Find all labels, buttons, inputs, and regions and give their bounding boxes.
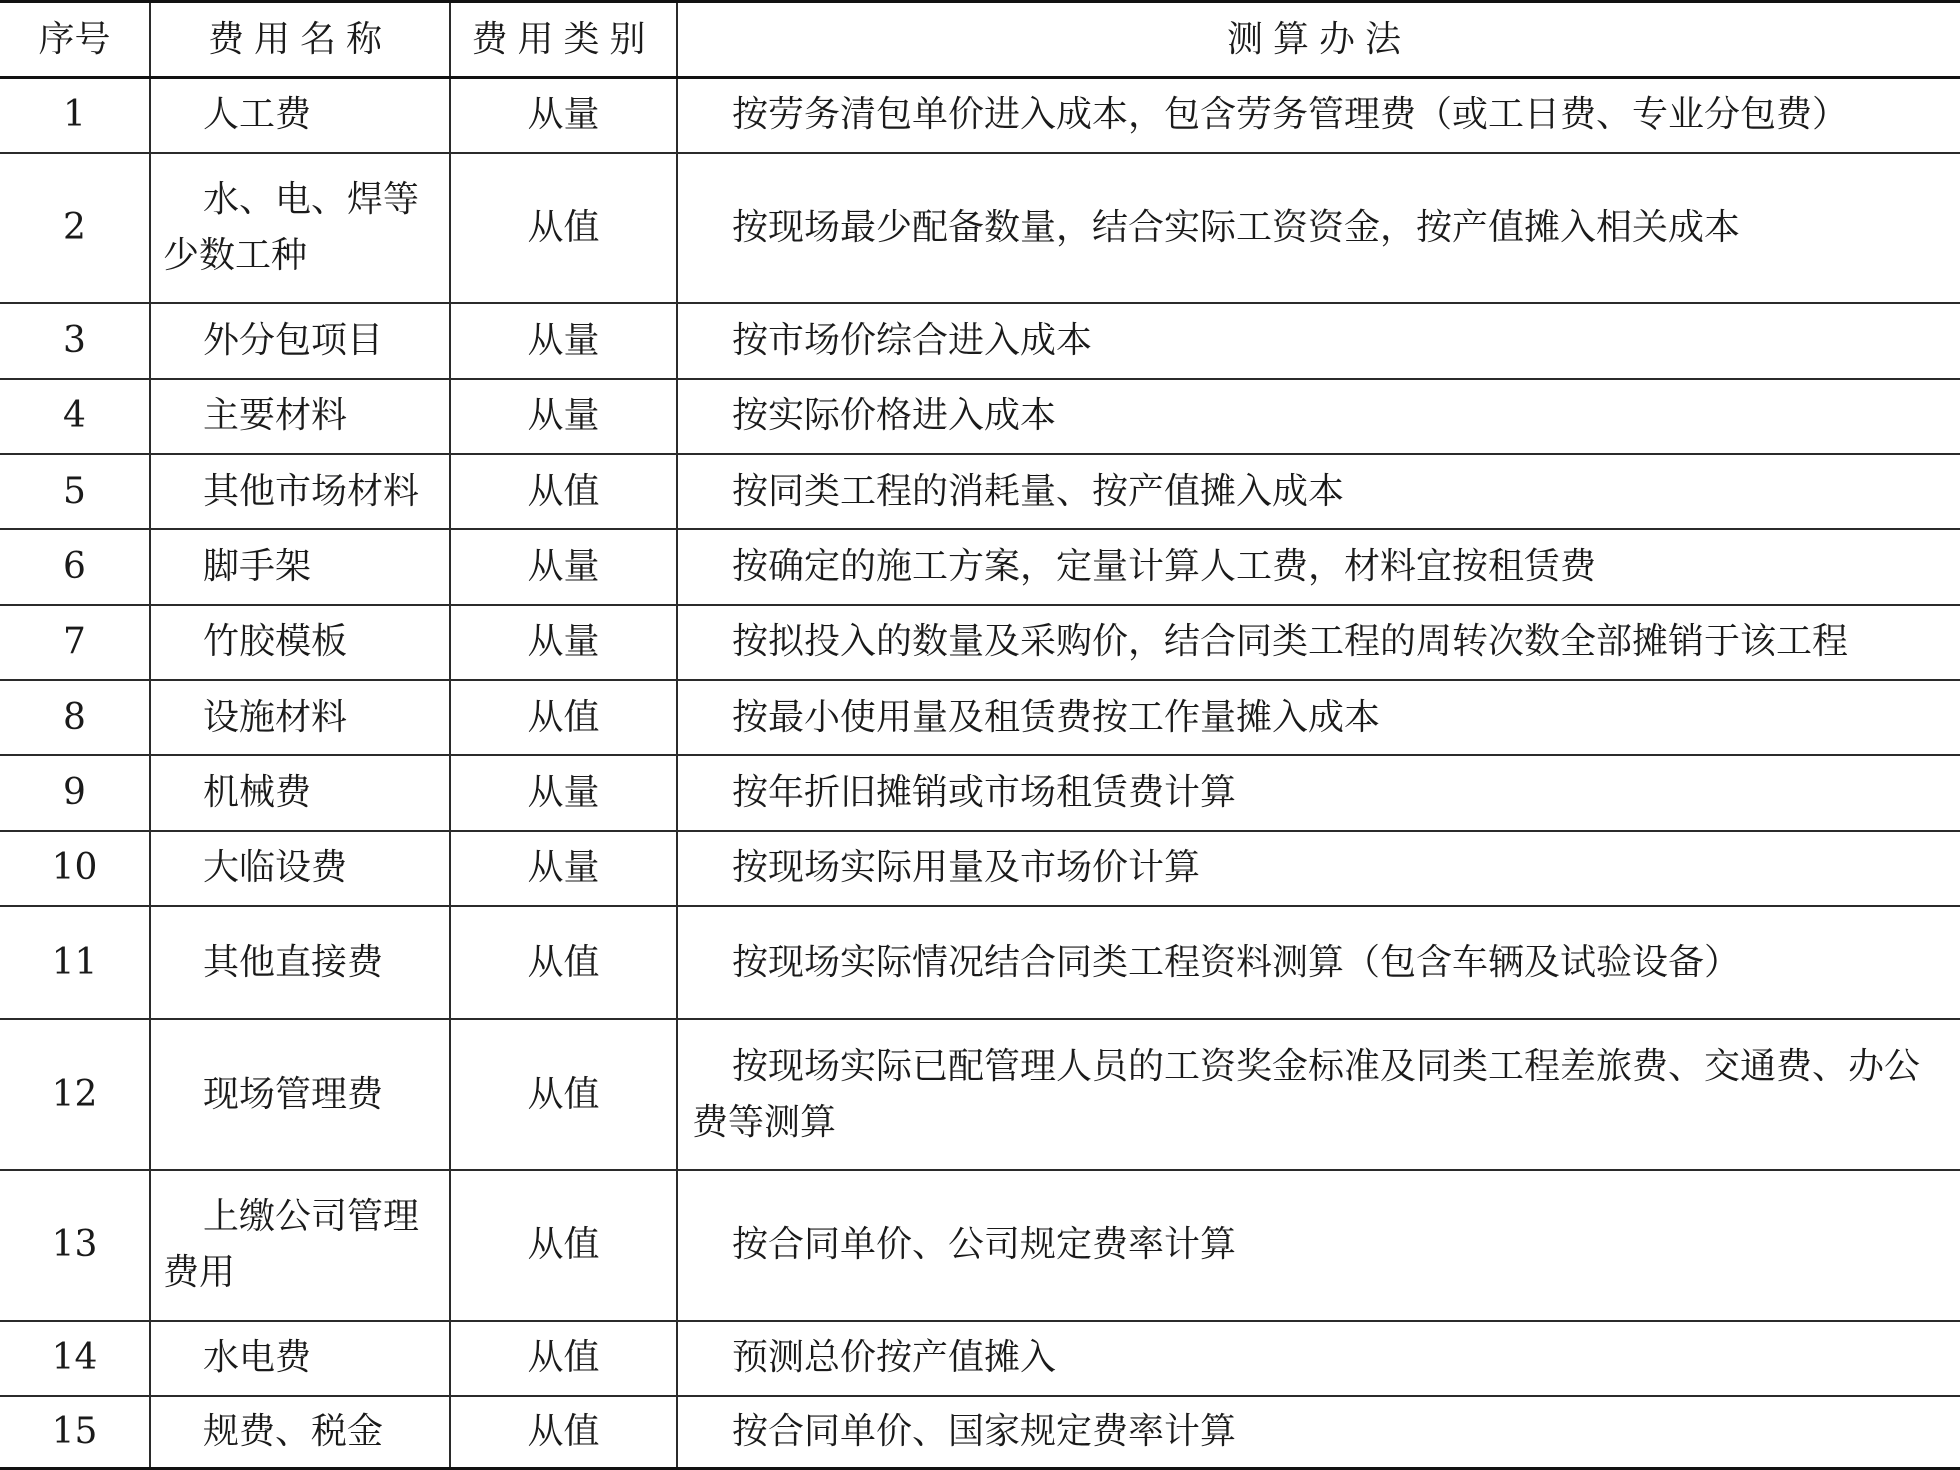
table-row <box>0 1396 1960 1468</box>
row-no: 13 <box>0 1170 150 1321</box>
header-category: 费用类别 <box>450 2 677 78</box>
row-name <box>150 1019 450 1170</box>
row-name-text: 主要材料 <box>203 395 348 437</box>
table-row <box>0 454 1960 529</box>
row-name <box>150 755 450 830</box>
row-no: 4 <box>0 379 150 454</box>
row-category: 从量 <box>450 529 677 604</box>
row-name <box>150 529 450 604</box>
row-method <box>677 78 1960 153</box>
row-method-text: 按市场价综合进入成本 <box>732 320 1093 362</box>
row-method-text: 按现场实际情况结合同类工程资料测算（包含车辆及试验设备） <box>732 941 1741 983</box>
row-name-text: 机械费 <box>203 771 312 813</box>
table-row <box>0 831 1960 906</box>
row-method <box>677 529 1960 604</box>
row-category: 从量 <box>450 379 677 454</box>
row-category: 从量 <box>450 831 677 906</box>
row-no: 3 <box>0 303 150 378</box>
row-method <box>677 379 1960 454</box>
row-method <box>677 1170 1960 1321</box>
table-row <box>0 153 1960 304</box>
table-row <box>0 303 1960 378</box>
row-method <box>677 1019 1960 1170</box>
row-method <box>677 906 1960 1019</box>
row-category: 从值 <box>450 1396 677 1468</box>
row-method-text: 按合同单价、公司规定费率计算 <box>732 1224 1237 1266</box>
row-no: 1 <box>0 78 150 153</box>
table-row <box>0 78 1960 153</box>
table-row <box>0 379 1960 454</box>
table-row <box>0 755 1960 830</box>
row-category: 从值 <box>450 1170 677 1321</box>
row-method <box>677 605 1960 680</box>
row-method-text: 按实际价格进入成本 <box>732 395 1057 437</box>
row-no: 7 <box>0 605 150 680</box>
table-row <box>0 906 1960 1019</box>
header-method: 测算办法 <box>677 2 1960 78</box>
row-method-text: 按合同单价、国家规定费率计算 <box>732 1411 1237 1453</box>
row-method <box>677 680 1960 755</box>
row-name-text: 外分包项目 <box>203 320 384 362</box>
row-method-text: 按劳务清包单价进入成本，包含劳务管理费（或工日费、专业分包费） <box>732 94 1849 136</box>
row-method <box>677 1321 1960 1396</box>
row-method-text: 按年折旧摊销或市场租赁费计算 <box>732 771 1237 813</box>
row-category: 从值 <box>450 454 677 529</box>
row-name <box>150 1396 450 1468</box>
table-row <box>0 1019 1960 1170</box>
row-method-text: 按确定的施工方案，定量计算人工费，材料宜按租赁费 <box>732 546 1597 588</box>
row-name-text: 设施材料 <box>203 696 348 738</box>
row-no: 8 <box>0 680 150 755</box>
row-name-text: 上缴公司管理费用 <box>163 1196 420 1294</box>
header-no: 序号 <box>0 2 150 78</box>
row-name <box>150 605 450 680</box>
row-no: 14 <box>0 1321 150 1396</box>
row-name-text: 水电费 <box>203 1337 312 1379</box>
table-row <box>0 1170 1960 1321</box>
header-name: 费用名称 <box>150 2 450 78</box>
row-name-text: 现场管理费 <box>203 1073 384 1115</box>
row-no: 11 <box>0 906 150 1019</box>
row-method-text: 预测总价按产值摊入 <box>732 1337 1057 1379</box>
row-name <box>150 906 450 1019</box>
row-name <box>150 454 450 529</box>
row-no: 15 <box>0 1396 150 1468</box>
row-category: 从量 <box>450 605 677 680</box>
row-category: 从值 <box>450 153 677 304</box>
table-row <box>0 529 1960 604</box>
row-category: 从值 <box>450 1019 677 1170</box>
row-method <box>677 303 1960 378</box>
table-row <box>0 680 1960 755</box>
table-row <box>0 605 1960 680</box>
row-name <box>150 1321 450 1396</box>
row-no: 5 <box>0 454 150 529</box>
row-category: 从量 <box>450 755 677 830</box>
row-category: 从值 <box>450 680 677 755</box>
row-no: 10 <box>0 831 150 906</box>
table-row <box>0 1321 1960 1396</box>
row-no: 6 <box>0 529 150 604</box>
row-no: 9 <box>0 755 150 830</box>
row-name-text: 其他直接费 <box>203 941 384 983</box>
row-method <box>677 454 1960 529</box>
row-method <box>677 755 1960 830</box>
row-name-text: 水、电、焊等少数工种 <box>163 179 420 277</box>
row-no: 12 <box>0 1019 150 1170</box>
row-method <box>677 153 1960 304</box>
row-category: 从量 <box>450 303 677 378</box>
row-method <box>677 1396 1960 1468</box>
row-name-text: 竹胶模板 <box>203 621 348 663</box>
row-no: 2 <box>0 153 150 304</box>
header-row <box>0 2 1960 78</box>
row-method-text: 按最小使用量及租赁费按工作量摊入成本 <box>732 696 1381 738</box>
row-name <box>150 831 450 906</box>
row-name <box>150 1170 450 1321</box>
row-category: 从量 <box>450 78 677 153</box>
row-method-text: 按现场实际已配管理人员的工资奖金标准及同类工程差旅费、交通费、办公费等测算 <box>692 1045 1921 1143</box>
row-category: 从值 <box>450 906 677 1019</box>
row-name-text: 脚手架 <box>203 546 312 588</box>
row-name-text: 人工费 <box>203 94 312 136</box>
row-method <box>677 831 1960 906</box>
row-name <box>150 303 450 378</box>
row-name-text: 规费、税金 <box>203 1411 384 1453</box>
row-name-text: 大临设费 <box>203 847 348 889</box>
row-method-text: 按现场实际用量及市场价计算 <box>732 847 1201 889</box>
row-method-text: 按同类工程的消耗量、按产值摊入成本 <box>732 470 1345 512</box>
row-name <box>150 78 450 153</box>
row-name <box>150 153 450 304</box>
row-method-text: 按现场最少配备数量，结合实际工资资金，按产值摊入相关成本 <box>732 207 1741 249</box>
row-name-text: 其他市场材料 <box>203 470 420 512</box>
row-name <box>150 379 450 454</box>
row-name <box>150 680 450 755</box>
row-category: 从值 <box>450 1321 677 1396</box>
row-method-text: 按拟投入的数量及采购价，结合同类工程的周转次数全部摊销于该工程 <box>732 621 1849 663</box>
